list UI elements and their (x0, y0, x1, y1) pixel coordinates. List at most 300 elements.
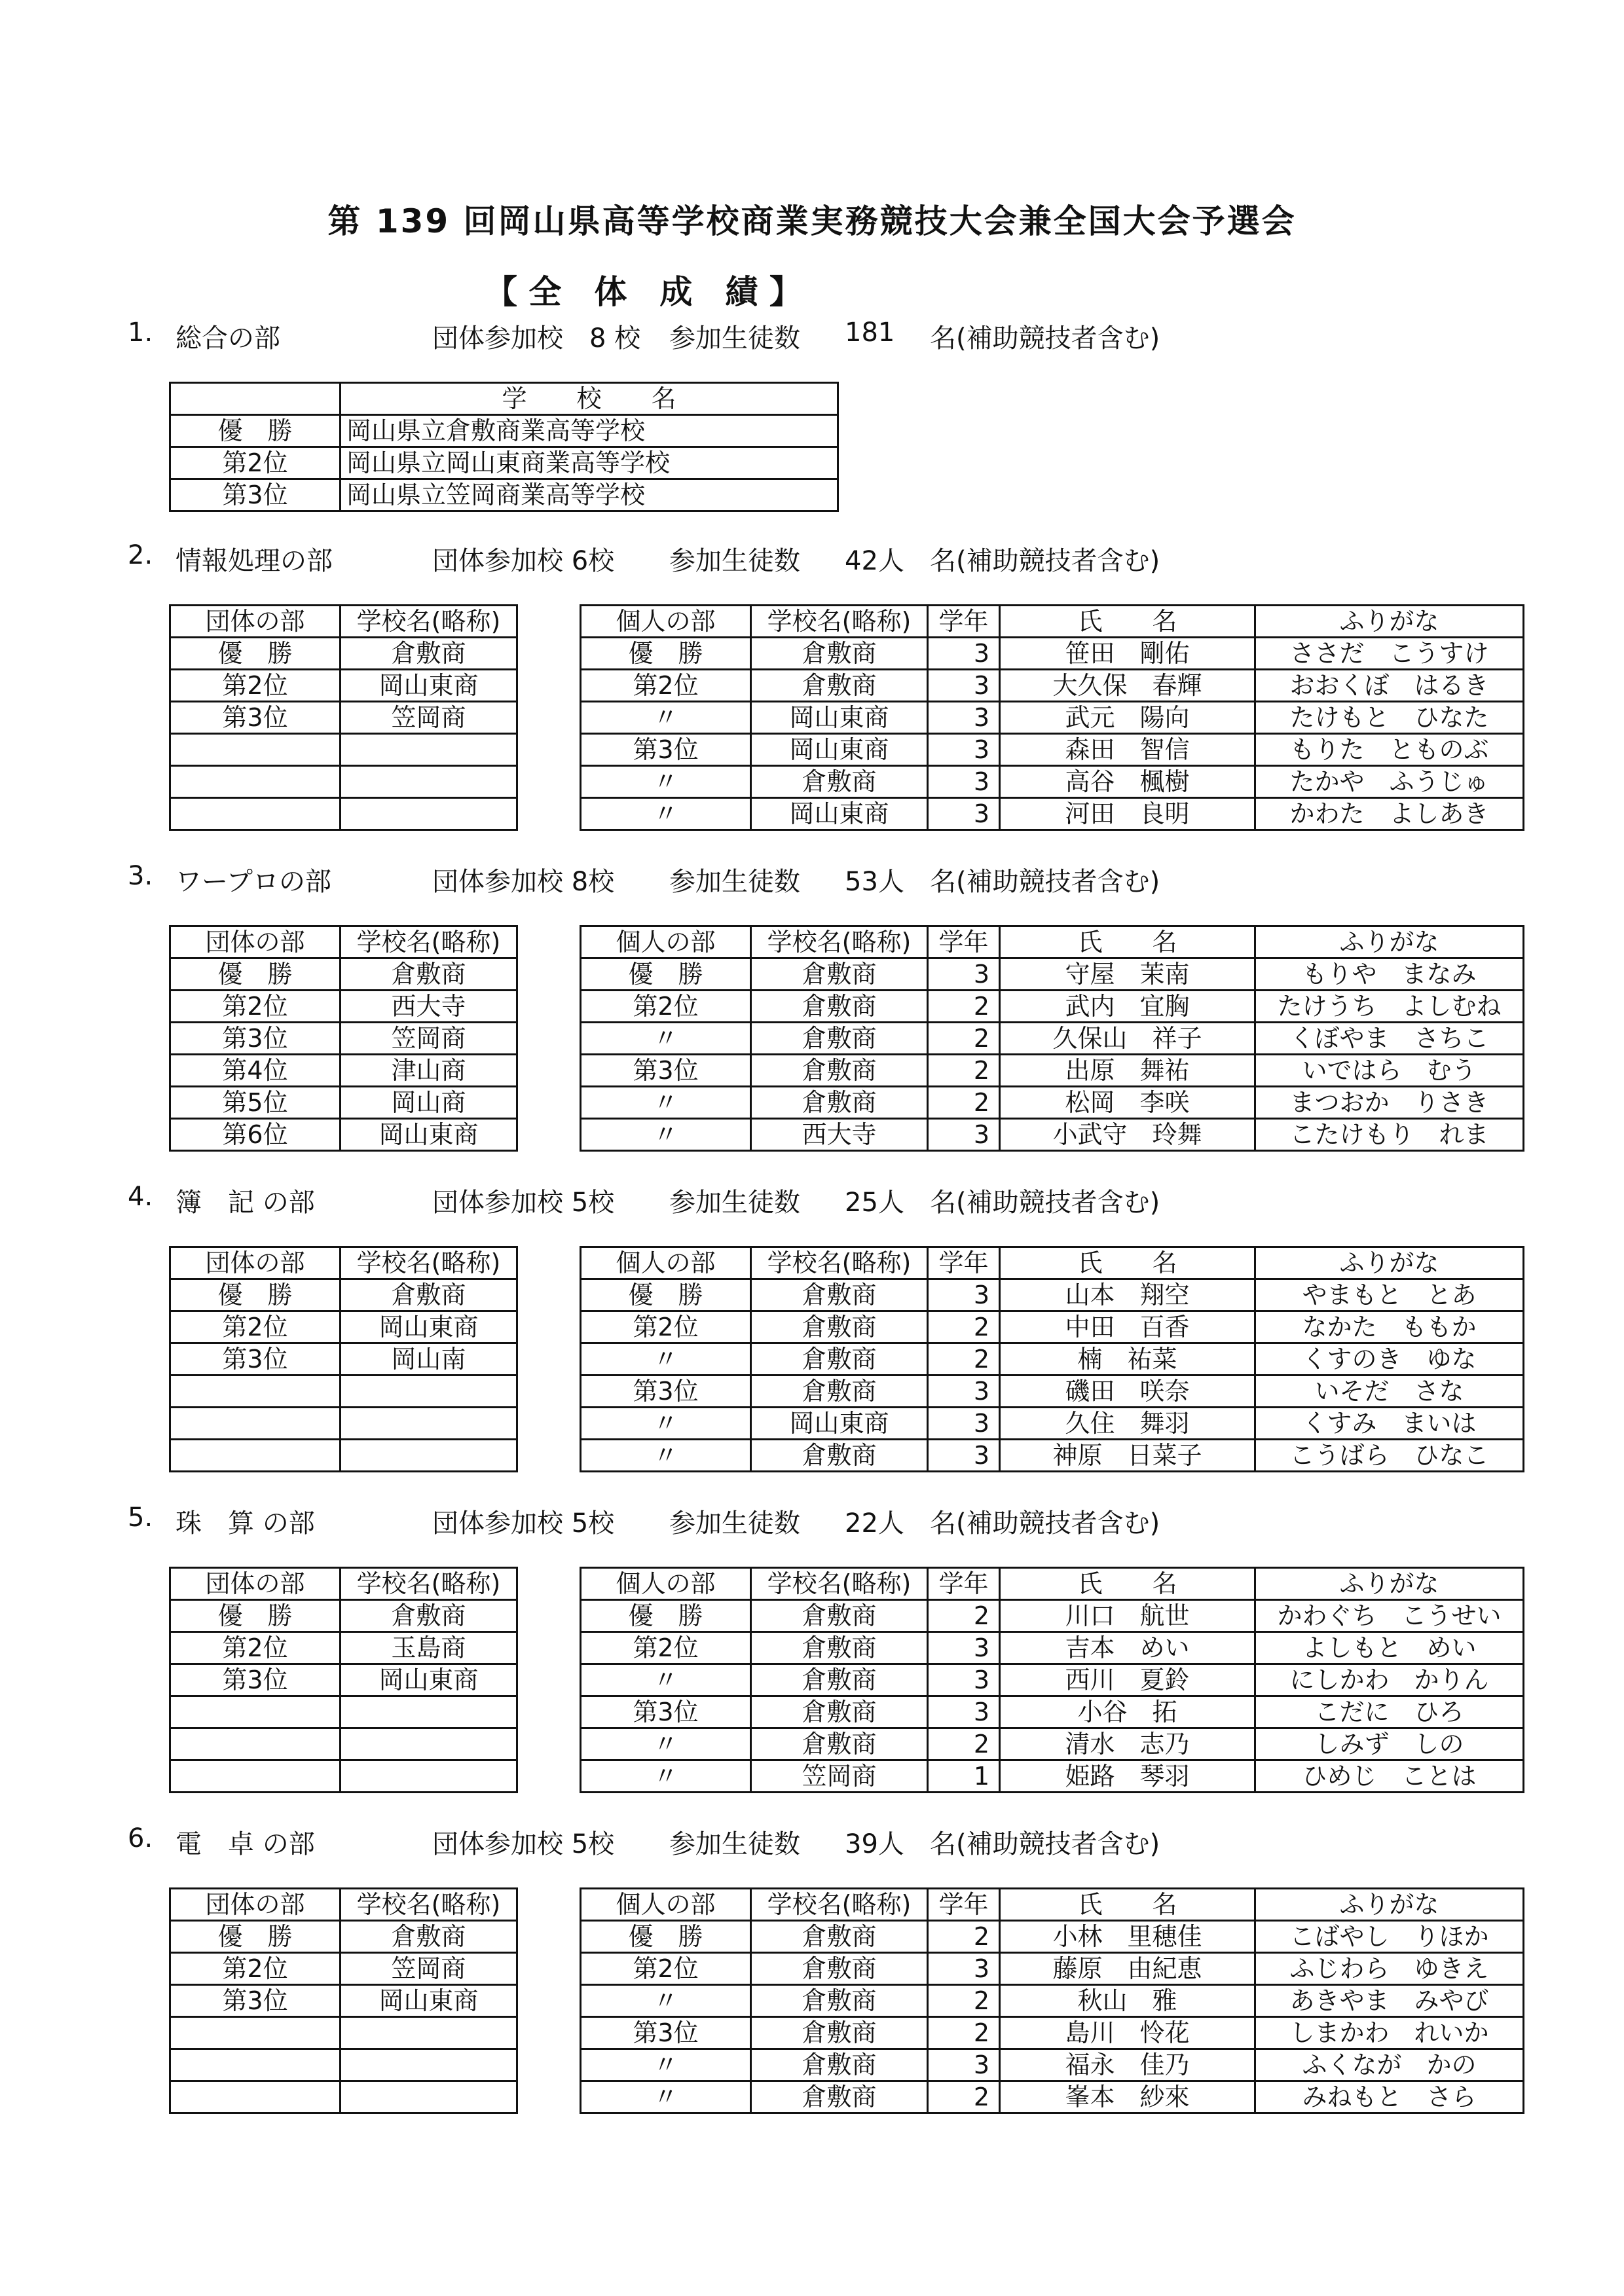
furigana-cell: くすみ まいは (1255, 1408, 1524, 1440)
unit-note: 名(補助競技者含む) (930, 1508, 1160, 1539)
table-row (170, 1055, 517, 1087)
rank-cell: 優 勝 (170, 958, 341, 991)
rank-cell: 第2位 (170, 670, 341, 702)
grade-cell: 2 (928, 1055, 1000, 1087)
school-cell: 倉敷商 (341, 638, 517, 670)
section-number: 6. (128, 1823, 153, 1853)
table-row (170, 2017, 517, 2049)
rank-cell: 第5位 (170, 1087, 341, 1119)
students-count: 25人 (845, 1188, 904, 1218)
team-header-cell: 団体の部 (170, 1247, 341, 1279)
overall-table (169, 382, 839, 512)
table-row (170, 1279, 517, 1311)
rank-cell: 〃 (581, 1119, 751, 1151)
table-row (581, 670, 1524, 702)
furigana-cell: もりや まなみ (1255, 958, 1524, 991)
school-cell: 倉敷商 (751, 1055, 928, 1087)
student-name-cell: 楠 祐菜 (1000, 1343, 1255, 1376)
student-name-cell: 久住 舞羽 (1000, 1408, 1255, 1440)
rank-cell: 第2位 (581, 670, 751, 702)
furigana-cell: なかた ももか (1255, 1311, 1524, 1343)
table-row (170, 1696, 517, 1728)
rank-cell: 第2位 (581, 1311, 751, 1343)
furigana-cell: みねもと さら (1255, 2081, 1524, 2113)
school-cell: 笠岡商 (751, 1760, 928, 1793)
school-cell: 倉敷商 (341, 1600, 517, 1632)
school-cell: 倉敷商 (751, 1728, 928, 1760)
section-number: 1. (128, 318, 153, 348)
table-row (170, 991, 517, 1023)
individual-header-cell: ふりがな (1255, 1568, 1524, 1600)
table-row (581, 1921, 1524, 1953)
school-cell: 倉敷商 (341, 1279, 517, 1311)
rank-cell (170, 1440, 341, 1472)
student-name-cell: 小谷 拓 (1000, 1696, 1255, 1728)
table-row (581, 1023, 1524, 1055)
individual-header-cell: ふりがな (1255, 926, 1524, 958)
table-row (581, 1087, 1524, 1119)
rank-cell: 優 勝 (170, 1921, 341, 1953)
school-cell: 倉敷商 (751, 1985, 928, 2017)
team-header-cell: 団体の部 (170, 926, 341, 958)
table-row (581, 1696, 1524, 1728)
individual-header-cell: 氏 名 (1000, 1889, 1255, 1921)
table-row (581, 1343, 1524, 1376)
individual-header-cell: ふりがな (1255, 1247, 1524, 1279)
school-cell: 津山商 (341, 1055, 517, 1087)
table-row (170, 1600, 517, 1632)
team-header-cell: 学校名(略称) (341, 926, 517, 958)
section-name: 総合の部 (175, 323, 280, 354)
table-row (581, 1376, 1524, 1408)
table-row (170, 958, 517, 991)
grade-cell: 2 (928, 1728, 1000, 1760)
individual-header-cell: 学校名(略称) (751, 606, 928, 638)
grade-cell: 3 (928, 958, 1000, 991)
rank-cell: 〃 (581, 798, 751, 830)
grade-cell: 2 (928, 991, 1000, 1023)
table-row (581, 798, 1524, 830)
school-cell: 笠岡商 (341, 1023, 517, 1055)
table-row (170, 447, 838, 479)
rank-cell (170, 1376, 341, 1408)
students-label: 参加生徒数 (669, 1508, 800, 1539)
furigana-cell: もりた とものぶ (1255, 734, 1524, 766)
students-count: 22人 (845, 1508, 904, 1539)
school-cell: 倉敷商 (751, 1696, 928, 1728)
individual-header-cell: 氏 名 (1000, 1568, 1255, 1600)
school-cell: 倉敷商 (751, 1600, 928, 1632)
table-row (170, 1921, 517, 1953)
rank-cell: 第3位 (170, 1985, 341, 2017)
student-name-cell: 武内 宜胸 (1000, 991, 1255, 1023)
school-cell: 倉敷商 (751, 1953, 928, 1985)
table-row (170, 479, 838, 511)
school-cell: 倉敷商 (751, 1664, 928, 1696)
rank-cell: 〃 (581, 1023, 751, 1055)
table-row (170, 734, 517, 766)
school-cell: 倉敷商 (751, 1632, 928, 1664)
student-name-cell: 森田 智信 (1000, 734, 1255, 766)
school-cell: 倉敷商 (751, 1376, 928, 1408)
school-cell: 岡山東商 (341, 670, 517, 702)
rank-cell: 第2位 (581, 1953, 751, 1985)
furigana-cell: にしかわ かりん (1255, 1664, 1524, 1696)
school-cell (341, 2017, 517, 2049)
section-header (0, 318, 1624, 357)
student-name-cell: 中田 百香 (1000, 1311, 1255, 1343)
student-name-cell: 秋山 雅 (1000, 1985, 1255, 2017)
school-cell (341, 2049, 517, 2081)
rank-cell: 〃 (581, 1664, 751, 1696)
grade-cell: 2 (928, 1343, 1000, 1376)
table-row (170, 1664, 517, 1696)
school-cell: 倉敷商 (751, 1311, 928, 1343)
school-cell: 倉敷商 (751, 2049, 928, 2081)
section-number: 4. (128, 1182, 153, 1212)
table-row (581, 1664, 1524, 1696)
school-cell (341, 2081, 517, 2113)
individual-header-cell: ふりがな (1255, 606, 1524, 638)
student-name-cell: 松岡 李咲 (1000, 1087, 1255, 1119)
rank-cell: 優 勝 (170, 1600, 341, 1632)
student-name-cell: 出原 舞祐 (1000, 1055, 1255, 1087)
grade-cell: 2 (928, 1087, 1000, 1119)
rank-cell: 〃 (581, 1985, 751, 2017)
rank-cell: 第3位 (170, 1343, 341, 1376)
rank-cell: 第2位 (170, 1632, 341, 1664)
table-row (170, 670, 517, 702)
individual-header-cell: 学年 (928, 606, 1000, 638)
table-row (581, 2049, 1524, 2081)
rank-cell: 〃 (581, 2049, 751, 2081)
individual-header-cell: ふりがな (1255, 1889, 1524, 1921)
individual-table (580, 925, 1524, 1152)
furigana-cell: いそだ さな (1255, 1376, 1524, 1408)
students-label: 参加生徒数 (669, 323, 800, 354)
furigana-cell: おおくぼ はるき (1255, 670, 1524, 702)
team-header-cell: 学校名(略称) (341, 606, 517, 638)
student-name-cell: 小武守 玲舞 (1000, 1119, 1255, 1151)
team-table (169, 1567, 518, 1793)
furigana-cell: いではら むう (1255, 1055, 1524, 1087)
grade-cell: 3 (928, 1632, 1000, 1664)
individual-header-cell: 学年 (928, 1247, 1000, 1279)
furigana-cell: ひめじ ことは (1255, 1760, 1524, 1793)
section-name: 情報処理の部 (175, 546, 333, 576)
grade-cell: 3 (928, 798, 1000, 830)
furigana-cell: かわた よしあき (1255, 798, 1524, 830)
team-table (169, 925, 518, 1152)
table-row (170, 2049, 517, 2081)
student-name-cell: 河田 良明 (1000, 798, 1255, 830)
individual-table (580, 1887, 1524, 2114)
school-cell: 倉敷商 (751, 1279, 928, 1311)
school-cell: 笠岡商 (341, 1953, 517, 1985)
school-cell: 玉島商 (341, 1632, 517, 1664)
student-name-cell: 西川 夏鈴 (1000, 1664, 1255, 1696)
furigana-cell: かわぐち こうせい (1255, 1600, 1524, 1632)
rank-cell: 第3位 (581, 2017, 751, 2049)
school-cell: 倉敷商 (751, 1440, 928, 1472)
section-header (0, 1503, 1624, 1542)
school-cell: 岡山県立倉敷商業高等学校 (341, 415, 838, 447)
table-row (581, 991, 1524, 1023)
student-name-cell: 久保山 祥子 (1000, 1023, 1255, 1055)
table-row (581, 1440, 1524, 1472)
team-count: 団体参加校 8 校 (432, 323, 641, 354)
school-cell: 倉敷商 (751, 991, 928, 1023)
rank-cell: 第3位 (170, 702, 341, 734)
individual-header-cell: 学校名(略称) (751, 1889, 928, 1921)
section-name: ワープロの部 (175, 867, 331, 897)
students-label: 参加生徒数 (669, 867, 800, 897)
school-cell: 岡山東商 (751, 702, 928, 734)
rank-cell: 第3位 (170, 479, 341, 511)
table-row (170, 798, 517, 830)
individual-header-cell: 個人の部 (581, 926, 751, 958)
rank-cell: 優 勝 (581, 1279, 751, 1311)
table-row (170, 638, 517, 670)
school-cell: 倉敷商 (751, 1343, 928, 1376)
school-cell: 倉敷商 (751, 670, 928, 702)
furigana-cell: ふじわら ゆきえ (1255, 1953, 1524, 1985)
school-cell: 岡山東商 (751, 798, 928, 830)
grade-cell: 3 (928, 1953, 1000, 1985)
rank-cell: 優 勝 (581, 638, 751, 670)
school-cell (341, 766, 517, 798)
school-cell: 西大寺 (341, 991, 517, 1023)
team-count: 団体参加校 5校 (432, 1188, 615, 1218)
rank-cell: 第4位 (170, 1055, 341, 1087)
school-cell (341, 1376, 517, 1408)
furigana-cell: こばやし りほか (1255, 1921, 1524, 1953)
rank-cell: 第2位 (170, 1311, 341, 1343)
individual-table (580, 604, 1524, 831)
individual-header-cell: 氏 名 (1000, 926, 1255, 958)
table-row (170, 702, 517, 734)
team-header-cell: 学校名(略称) (341, 1568, 517, 1600)
furigana-cell: しみず しの (1255, 1728, 1524, 1760)
rank-cell: 〃 (581, 1087, 751, 1119)
school-cell: 倉敷商 (751, 766, 928, 798)
individual-header-cell: 学校名(略称) (751, 1568, 928, 1600)
table-row (170, 1087, 517, 1119)
table-row (170, 1343, 517, 1376)
school-cell: 岡山県立笠岡商業高等学校 (341, 479, 838, 511)
table-row (170, 1408, 517, 1440)
rank-cell: 優 勝 (170, 1279, 341, 1311)
table-row (581, 1311, 1524, 1343)
school-cell (341, 1440, 517, 1472)
team-count: 団体参加校 6校 (432, 546, 615, 576)
rank-cell: 第3位 (581, 1376, 751, 1408)
furigana-cell: こだに ひろ (1255, 1696, 1524, 1728)
section-number: 2. (128, 540, 153, 570)
student-name-cell: 福永 佳乃 (1000, 2049, 1255, 2081)
furigana-cell: こたけもり れま (1255, 1119, 1524, 1151)
rank-cell: 優 勝 (581, 1600, 751, 1632)
unit-note: 名(補助競技者含む) (930, 1829, 1160, 1859)
table-row (170, 766, 517, 798)
individual-header-cell: 個人の部 (581, 1247, 751, 1279)
table-row (170, 1311, 517, 1343)
individual-header-cell: 学校名(略称) (751, 1247, 928, 1279)
rank-cell: 〃 (581, 1343, 751, 1376)
table-row (581, 766, 1524, 798)
furigana-cell: よしもと めい (1255, 1632, 1524, 1664)
team-count: 団体参加校 5校 (432, 1508, 615, 1539)
students-label: 参加生徒数 (669, 1188, 800, 1218)
table-row (170, 2081, 517, 2113)
school-cell: 倉敷商 (751, 1023, 928, 1055)
school-cell: 笠岡商 (341, 702, 517, 734)
furigana-cell: くすのき ゆな (1255, 1343, 1524, 1376)
table-row (581, 1760, 1524, 1793)
furigana-cell: たかや ふうじゅ (1255, 766, 1524, 798)
team-table (169, 1887, 518, 2114)
rank-cell (170, 798, 341, 830)
table-row (581, 734, 1524, 766)
individual-table (580, 1246, 1524, 1472)
rank-cell (170, 1408, 341, 1440)
table-row (170, 1953, 517, 1985)
rank-cell (170, 1696, 341, 1728)
rank-cell (170, 2081, 341, 2113)
furigana-cell: ささだ こうすけ (1255, 638, 1524, 670)
school-cell: 倉敷商 (751, 958, 928, 991)
table-row (581, 1600, 1524, 1632)
team-table (169, 1246, 518, 1472)
school-cell: 岡山南 (341, 1343, 517, 1376)
table-row (581, 702, 1524, 734)
individual-header-cell: 氏 名 (1000, 606, 1255, 638)
table-row (170, 1760, 517, 1793)
individual-header-cell: 学年 (928, 1568, 1000, 1600)
section-number: 3. (128, 861, 153, 891)
grade-cell: 3 (928, 638, 1000, 670)
rank-cell (170, 734, 341, 766)
student-name-cell: 小林 里穂佳 (1000, 1921, 1255, 1953)
section-header (0, 1823, 1624, 1863)
rank-cell: 第3位 (170, 1664, 341, 1696)
individual-header-cell: 個人の部 (581, 1889, 751, 1921)
rank-cell: 第2位 (170, 1953, 341, 1985)
rank-cell: 〃 (581, 1440, 751, 1472)
school-cell: 岡山東商 (341, 1664, 517, 1696)
table-row (581, 2081, 1524, 2113)
team-count: 団体参加校 8校 (432, 867, 615, 897)
unit-note: 名(補助競技者含む) (930, 1188, 1160, 1218)
student-name-cell: 川口 航世 (1000, 1600, 1255, 1632)
student-name-cell: 武元 陽向 (1000, 702, 1255, 734)
section-name: 珠 算 の部 (175, 1508, 315, 1539)
grade-cell: 3 (928, 1279, 1000, 1311)
section-header (0, 861, 1624, 900)
student-name-cell: 神原 日菜子 (1000, 1440, 1255, 1472)
table-row (581, 1632, 1524, 1664)
rank-cell: 第2位 (581, 991, 751, 1023)
table-row (170, 415, 838, 447)
furigana-cell: まつおか りさき (1255, 1087, 1524, 1119)
school-cell (341, 1696, 517, 1728)
individual-header-cell: 個人の部 (581, 1568, 751, 1600)
grade-cell: 3 (928, 1376, 1000, 1408)
school-header: 学 校 名 (341, 383, 838, 415)
rank-cell: 〃 (581, 2081, 751, 2113)
rank-cell: 優 勝 (581, 1921, 751, 1953)
grade-cell: 1 (928, 1760, 1000, 1793)
furigana-cell: たけうち よしむね (1255, 991, 1524, 1023)
school-cell (341, 734, 517, 766)
students-label: 参加生徒数 (669, 1829, 800, 1859)
rank-cell: 〃 (581, 702, 751, 734)
school-cell: 倉敷商 (751, 1921, 928, 1953)
section-header (0, 1182, 1624, 1221)
school-cell: 岡山商 (341, 1087, 517, 1119)
page-subtitle: 【 全 体 成 績 】 (485, 273, 802, 311)
students-count: 39人 (845, 1829, 904, 1859)
table-row (581, 1985, 1524, 2017)
school-cell: 岡山東商 (341, 1311, 517, 1343)
student-name-cell: 島川 怜花 (1000, 2017, 1255, 2049)
rank-cell: 〃 (581, 766, 751, 798)
grade-cell: 3 (928, 1440, 1000, 1472)
table-row (170, 1440, 517, 1472)
individual-header-cell: 学校名(略称) (751, 926, 928, 958)
team-header-cell: 団体の部 (170, 606, 341, 638)
individual-header-cell: 学年 (928, 1889, 1000, 1921)
rank-cell (170, 1760, 341, 1793)
school-cell: 西大寺 (751, 1119, 928, 1151)
grade-cell: 3 (928, 1119, 1000, 1151)
rank-cell: 第2位 (170, 447, 341, 479)
school-cell (341, 1728, 517, 1760)
grade-cell: 2 (928, 1985, 1000, 2017)
individual-header-cell: 個人の部 (581, 606, 751, 638)
furigana-cell: くぼやま さちこ (1255, 1023, 1524, 1055)
team-header-cell: 団体の部 (170, 1568, 341, 1600)
team-table (169, 604, 518, 831)
school-cell: 倉敷商 (751, 638, 928, 670)
school-cell (341, 798, 517, 830)
school-cell: 倉敷商 (751, 1087, 928, 1119)
furigana-cell: ふくなが かの (1255, 2049, 1524, 2081)
section-header (0, 540, 1624, 579)
section-number: 5. (128, 1503, 153, 1533)
rank-cell (170, 1728, 341, 1760)
student-name-cell: 姫路 琴羽 (1000, 1760, 1255, 1793)
table-row (581, 1279, 1524, 1311)
school-cell: 岡山東商 (341, 1985, 517, 2017)
table-row (170, 1985, 517, 2017)
grade-cell: 2 (928, 2017, 1000, 2049)
school-cell: 岡山県立岡山東商業高等学校 (341, 447, 838, 479)
school-cell: 倉敷商 (751, 2081, 928, 2113)
student-name-cell: 磯田 咲奈 (1000, 1376, 1255, 1408)
rank-cell (170, 2049, 341, 2081)
school-cell: 倉敷商 (341, 958, 517, 991)
students-count: 181 (845, 318, 895, 348)
unit-note: 名(補助競技者含む) (930, 323, 1160, 354)
student-name-cell: 大久保 春輝 (1000, 670, 1255, 702)
rank-cell: 優 勝 (170, 415, 341, 447)
rank-cell: 優 勝 (170, 638, 341, 670)
grade-cell: 2 (928, 1921, 1000, 1953)
table-row (581, 1119, 1524, 1151)
grade-cell: 2 (928, 1311, 1000, 1343)
section-name: 簿 記 の部 (175, 1188, 315, 1218)
